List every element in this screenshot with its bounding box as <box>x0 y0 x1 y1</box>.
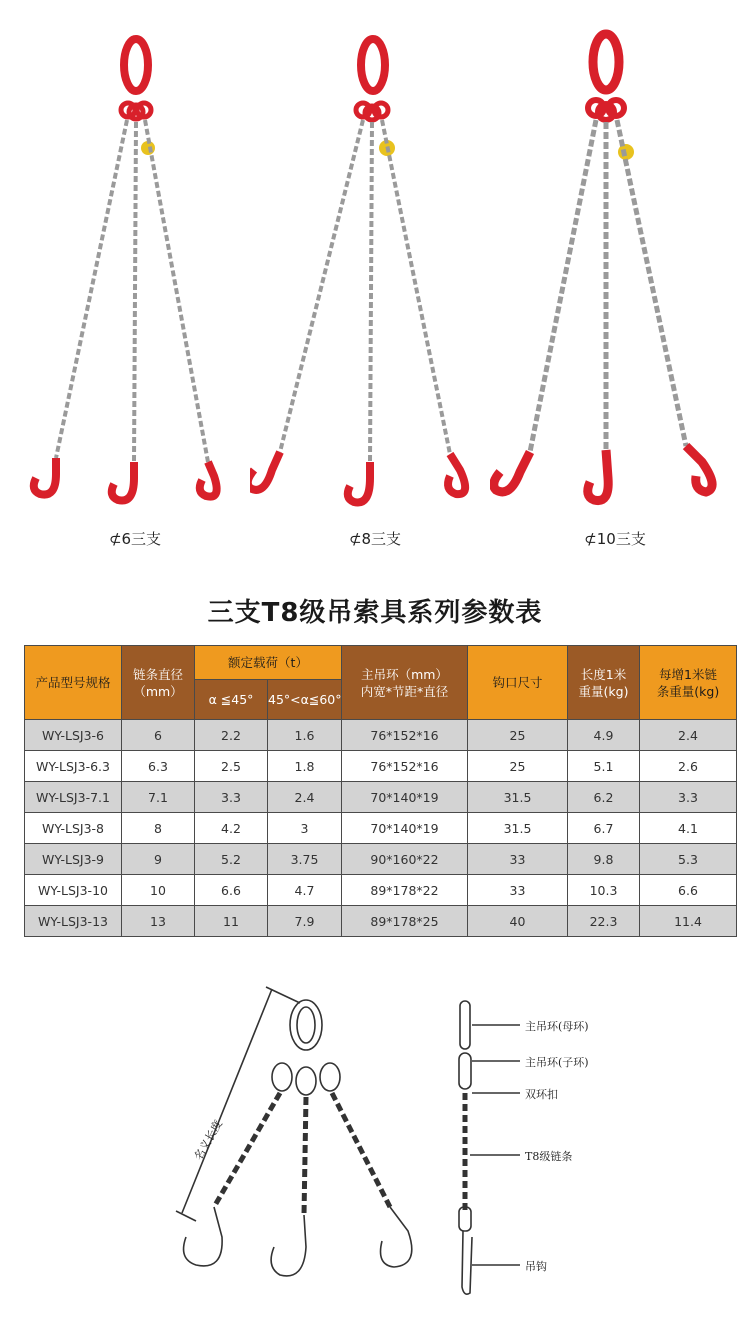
cell-load-45: 4.2 <box>195 813 268 844</box>
cell-load-60: 4.7 <box>268 875 342 906</box>
cell-diameter: 13 <box>122 906 195 937</box>
three-leg-sling-8-image <box>250 0 500 520</box>
product-caption: ⊄10三支 <box>584 530 646 548</box>
product-photo-10 <box>490 0 740 560</box>
spec-table <box>24 645 737 937</box>
part-label-chain: T8级链条 <box>525 1150 573 1163</box>
header-weight-per-meter: 长度1米 重量(kg) <box>568 646 640 720</box>
table-row <box>25 751 737 782</box>
cell-diameter: 6.3 <box>122 751 195 782</box>
header-load-45: α ≦45° <box>195 680 268 720</box>
part-label-master-ring: 主吊环(母环) <box>525 1020 589 1033</box>
cell-weight: 5.1 <box>568 751 640 782</box>
cell-load-45: 11 <box>195 906 268 937</box>
cell-load-45: 2.2 <box>195 720 268 751</box>
cell-load-45: 5.2 <box>195 844 268 875</box>
product-caption: ⊄8三支 <box>348 530 402 548</box>
cell-load-45: 3.3 <box>195 782 268 813</box>
cell-weight: 10.3 <box>568 875 640 906</box>
table-row <box>25 782 737 813</box>
cell-load-60: 1.6 <box>268 720 342 751</box>
header-extra-weight: 每增1米链 条重量(kg) <box>640 646 737 720</box>
cell-extra-weight: 4.1 <box>640 813 737 844</box>
cell-diameter: 9 <box>122 844 195 875</box>
three-leg-sling-6-image <box>10 0 260 520</box>
cell-model: WY-LSJ3-6 <box>25 720 122 751</box>
cell-master-ring: 89*178*22 <box>342 875 468 906</box>
cell-hook-opening: 40 <box>468 906 568 937</box>
cell-master-ring: 70*140*19 <box>342 782 468 813</box>
cell-diameter: 7.1 <box>122 782 195 813</box>
cell-weight: 22.3 <box>568 906 640 937</box>
cell-diameter: 8 <box>122 813 195 844</box>
cell-weight: 9.8 <box>568 844 640 875</box>
cell-master-ring: 90*160*22 <box>342 844 468 875</box>
cell-hook-opening: 25 <box>468 720 568 751</box>
cell-master-ring: 76*152*16 <box>342 751 468 782</box>
header-load-45-60: 45°<α≦60° <box>268 680 342 720</box>
table-row <box>25 720 737 751</box>
cell-extra-weight: 5.3 <box>640 844 737 875</box>
table-row <box>25 844 737 875</box>
product-photos <box>0 0 750 560</box>
cell-hook-opening: 31.5 <box>468 782 568 813</box>
cell-diameter: 10 <box>122 875 195 906</box>
header-hook-opening: 钩口尺寸 <box>468 646 568 720</box>
cell-master-ring: 70*140*19 <box>342 813 468 844</box>
cell-extra-weight: 6.6 <box>640 875 737 906</box>
header-model: 产品型号规格 <box>25 646 122 720</box>
cell-load-60: 3.75 <box>268 844 342 875</box>
cell-diameter: 6 <box>122 720 195 751</box>
spec-table-title: 三支T8级吊索具系列参数表 <box>207 598 543 628</box>
sling-drawing <box>0 975 750 1320</box>
table-row <box>25 875 737 906</box>
three-leg-sling-10-image <box>490 0 740 520</box>
cell-hook-opening: 33 <box>468 875 568 906</box>
table-row <box>25 906 737 937</box>
product-photo-8 <box>250 0 500 560</box>
cell-extra-weight: 11.4 <box>640 906 737 937</box>
product-caption: ⊄6三支 <box>108 530 162 548</box>
cell-load-60: 1.8 <box>268 751 342 782</box>
cell-weight: 6.7 <box>568 813 640 844</box>
nominal-length-label: 名义长度 <box>191 1117 225 1163</box>
cell-model: WY-LSJ3-13 <box>25 906 122 937</box>
cell-extra-weight: 3.3 <box>640 782 737 813</box>
sling-structure-diagram <box>0 975 750 1320</box>
cell-weight: 4.9 <box>568 720 640 751</box>
cell-load-45: 6.6 <box>195 875 268 906</box>
cell-model: WY-LSJ3-8 <box>25 813 122 844</box>
header-chain-diameter: 链条直径 （mm） <box>122 646 195 720</box>
part-label-sub-ring: 主吊环(子环) <box>525 1056 589 1069</box>
header-rated-load: 额定载荷（t） <box>195 646 342 680</box>
cell-model: WY-LSJ3-6.3 <box>25 751 122 782</box>
cell-load-60: 2.4 <box>268 782 342 813</box>
header-master-ring: 主吊环（mm） 内宽*节距*直径 <box>342 646 468 720</box>
cell-hook-opening: 33 <box>468 844 568 875</box>
cell-extra-weight: 2.4 <box>640 720 737 751</box>
cell-model: WY-LSJ3-9 <box>25 844 122 875</box>
cell-weight: 6.2 <box>568 782 640 813</box>
cell-load-60: 7.9 <box>268 906 342 937</box>
cell-master-ring: 76*152*16 <box>342 720 468 751</box>
cell-model: WY-LSJ3-7.1 <box>25 782 122 813</box>
cell-hook-opening: 31.5 <box>468 813 568 844</box>
table-row <box>25 813 737 844</box>
part-label-double-link: 双环扣 <box>525 1088 558 1101</box>
cell-extra-weight: 2.6 <box>640 751 737 782</box>
cell-master-ring: 89*178*25 <box>342 906 468 937</box>
cell-hook-opening: 25 <box>468 751 568 782</box>
cell-model: WY-LSJ3-10 <box>25 875 122 906</box>
part-label-hook: 吊钩 <box>525 1260 547 1273</box>
cell-load-60: 3 <box>268 813 342 844</box>
cell-load-45: 2.5 <box>195 751 268 782</box>
product-photo-6 <box>10 0 260 560</box>
